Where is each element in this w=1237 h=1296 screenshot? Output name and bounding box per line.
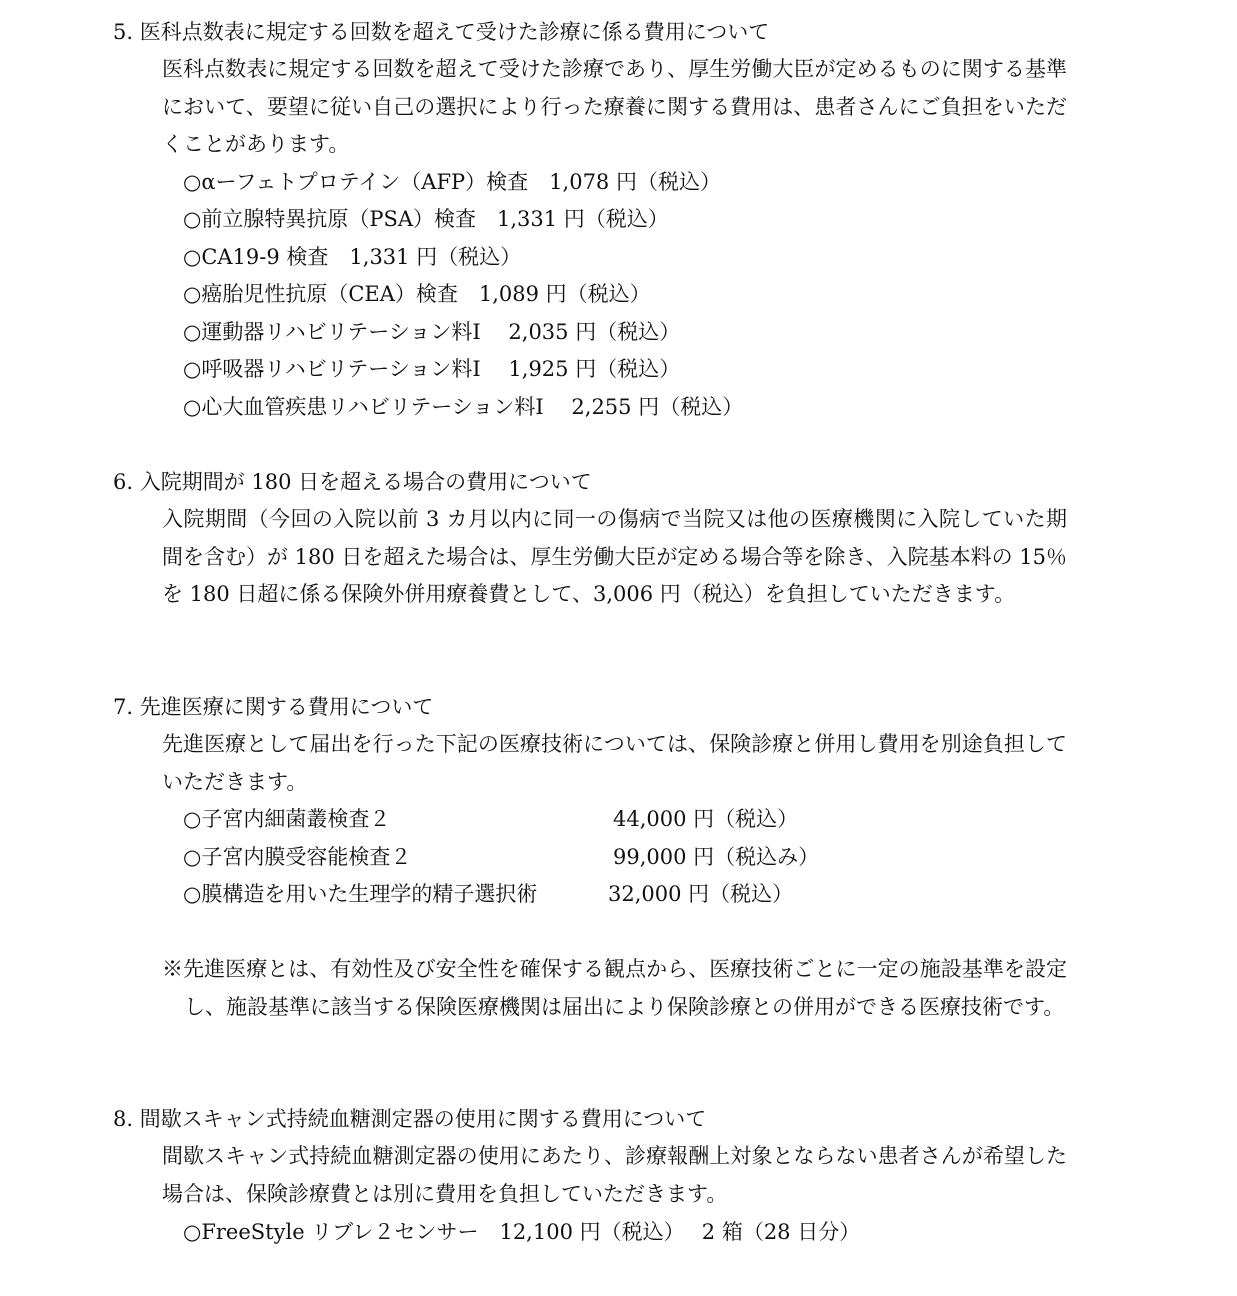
section-5-item-ca199: ○CA19-9 検査 1,331 円（税込） bbox=[183, 245, 522, 269]
section-7-number: 7. bbox=[113, 695, 134, 719]
section-5-item-respiratory-rehab: ○呼吸器リハビリテーション料Ⅰ 1,925 円（税込） bbox=[183, 357, 681, 381]
section-7-title bbox=[113, 689, 433, 727]
section-8-title bbox=[113, 1101, 706, 1139]
section-6-title bbox=[113, 464, 592, 502]
section-7-note: ※先進医療とは、有効性及び安全性を確保する観点から、医療技術ごとに一定の施設基準を設定し、施設基準に該当する保険医療機関は届出により保険診療との併用ができる医療技術です。 bbox=[162, 957, 1067, 1019]
section-7-item-sperm-selection bbox=[183, 876, 794, 914]
section-6-number: 6. bbox=[113, 470, 134, 494]
section-5-item-cardiovascular-rehab: ○心大血管疾患リハビリテーション料Ⅰ 2,255 円（税込） bbox=[183, 395, 744, 419]
item-price: 44,000 円（税込） bbox=[613, 807, 799, 831]
item-name: ○子宮内細菌叢検査２ bbox=[183, 807, 391, 831]
section-6-title-text: 入院期間が 180 日を超える場合の費用について bbox=[139, 470, 592, 494]
section-5-item-locomotor-rehab: ○運動器リハビリテーション料Ⅰ 2,035 円（税込） bbox=[183, 320, 681, 344]
section-5-item-psa: ○前立腺特異抗原（PSA）検査 1,331 円（税込） bbox=[183, 207, 669, 231]
section-5-item-afp: ○αーフェトプロテイン（AFP）検査 1,078 円（税込） bbox=[183, 170, 721, 194]
section-8-item-freestyle-libre: ○FreeStyle リブレ２センサー 12,100 円（税込） 2 箱（28 日分） bbox=[183, 1220, 861, 1244]
section-5-number: 5. bbox=[113, 20, 134, 44]
section-8-paragraph: 間歇スキャン式持続血糖測定器の使用にあたり、診療報酬上対象とならない患者さんが希望した場合は、保険診療費とは別に費用を負担していただきます。 bbox=[162, 1144, 1067, 1206]
section-5-item-cea: ○癌胎児性抗原（CEA）検査 1,089 円（税込） bbox=[183, 282, 651, 306]
section-5-title-text: 医科点数表に規定する回数を超えて受けた診療に係る費用について bbox=[139, 20, 770, 44]
section-6-paragraph: 入院期間（今回の入院以前 3 カ月以内に同一の傷病で当院又は他の医療機関に入院していた期間を含む）が 180 日を超えた場合は、厚生労働大臣が定める場合等を除き、入院基本料の 15％を 180 日超に係る保険外併用療養費として、3,006 円（税込）を負担していただきます。 bbox=[162, 507, 1067, 607]
section-7-item-endometrial-receptivity bbox=[183, 839, 820, 877]
section-5-title bbox=[113, 14, 769, 52]
item-name: ○膜構造を用いた生理学的精子選択術 bbox=[183, 882, 538, 906]
item-price: 99,000 円（税込み） bbox=[613, 845, 820, 869]
section-7-item-endometrial-microbiome bbox=[183, 801, 799, 839]
item-name: ○子宮内膜受容能検査２ bbox=[183, 845, 412, 869]
section-7-paragraph: 先進医療として届出を行った下記の医療技術については、保険診療と併用し費用を別途負担していただきます。 bbox=[162, 732, 1067, 794]
section-8-number: 8. bbox=[113, 1107, 134, 1131]
section-7-title-text: 先進医療に関する費用について bbox=[139, 695, 434, 719]
section-5-paragraph: 医科点数表に規定する回数を超えて受けた診療であり、厚生労働大臣が定めるものに関する基準において、要望に従い自己の選択により行った療養に関する費用は、患者さんにご負担をいただくことがあります。 bbox=[162, 57, 1067, 157]
item-price: 32,000 円（税込） bbox=[608, 882, 794, 906]
section-8-title-text: 間歇スキャン式持続血糖測定器の使用に関する費用について bbox=[139, 1107, 707, 1131]
